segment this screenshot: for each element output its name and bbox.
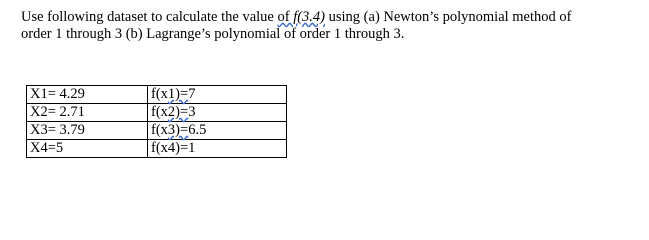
question-line-1-end: using (a) Newton’s polynomial method of xyxy=(325,9,572,25)
f-value-index: 1)= xyxy=(167,86,189,102)
dataset-table xyxy=(26,85,287,158)
question-of-word: of xyxy=(277,9,294,25)
table-row xyxy=(27,122,287,140)
f-value-index: 3)= xyxy=(167,122,189,138)
f-value-prefix: f(x xyxy=(151,104,168,120)
f-value-prefix: f(x xyxy=(151,86,168,102)
question-line-1 xyxy=(21,9,641,26)
table-row xyxy=(27,86,287,104)
table-row xyxy=(27,140,287,158)
f-value-result: 3 xyxy=(188,104,196,120)
x-value-cell: X1= 4.29 xyxy=(27,86,148,104)
f-value-cell xyxy=(148,122,287,140)
x-value-cell: X3= 3.79 xyxy=(27,122,148,140)
question-line-2: order 1 through 3 (b) Lagrange’s polynomial of order 1 through 3. xyxy=(21,26,405,42)
f-value-cell xyxy=(148,140,287,158)
x-value-cell: X4=5 xyxy=(27,140,148,158)
x-value-cell: X2= 2.71 xyxy=(27,104,148,122)
f-value-result: 7 xyxy=(188,86,196,102)
f-value-prefix: f(x xyxy=(151,122,168,138)
f-value-cell xyxy=(148,86,287,104)
f-value-result: 6.5 xyxy=(188,122,207,138)
table-row xyxy=(27,104,287,122)
question-text xyxy=(21,9,641,43)
question-target-expression: f(3.4) xyxy=(293,9,326,25)
question-line-1-start: Use following dataset to calculate the value xyxy=(21,9,278,25)
f-value-index: 2)= xyxy=(167,104,189,120)
f-value-prefix: f(x4)=1 xyxy=(151,140,196,156)
f-value-cell xyxy=(148,104,287,122)
